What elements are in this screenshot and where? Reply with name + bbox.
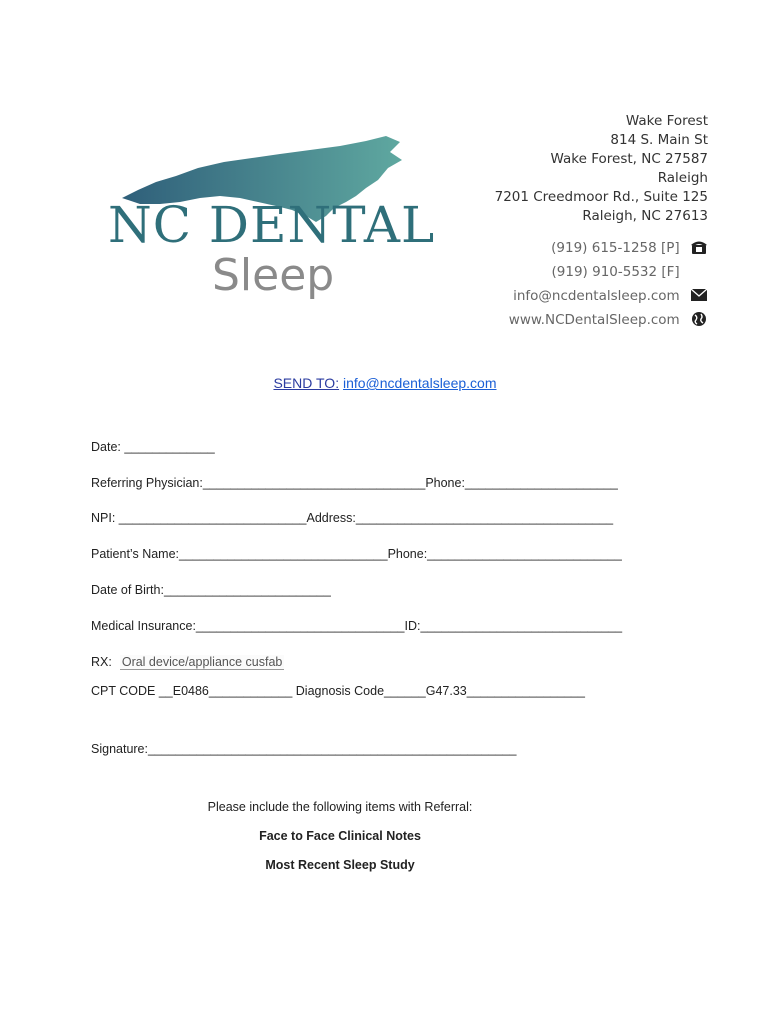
rx-field [91, 655, 284, 670]
brand-name: NC DENTAL [108, 196, 436, 254]
address-line: 814 S. Main St [610, 132, 708, 148]
rx-value-input[interactable]: Oral device/appliance cusfab [121, 655, 283, 669]
fax-number: (919) 910-5532 [F] [551, 264, 680, 280]
date-field[interactable]: Date: _____________ [91, 440, 215, 454]
website-link[interactable]: www.NCDentalSleep.com [508, 312, 680, 328]
referring-physician-field[interactable]: Referring Physician:________________________________Phone:______________________ [91, 476, 618, 490]
globe-icon [690, 311, 708, 327]
brand-subtitle: Sleep [212, 250, 335, 301]
address-line: Wake Forest, NC 27587 [550, 151, 708, 167]
send-to-label: SEND TO: [273, 375, 340, 391]
fax-row [495, 260, 708, 284]
send-to-email-link[interactable]: info@ncdentalsleep.com [342, 375, 497, 391]
address-line: Raleigh [657, 170, 708, 186]
mail-icon [690, 287, 708, 303]
medical-insurance-field[interactable]: Medical Insurance:______________________________ID:_____________________________ [91, 619, 623, 633]
phone-number: (919) 615-1258 [P] [551, 240, 680, 256]
address-line: 7201 Creedmoor Rd., Suite 125 [494, 189, 708, 205]
referral-item-sleep-study: Most Recent Sleep Study [265, 858, 415, 872]
rx-label: RX: [91, 655, 112, 669]
email-link[interactable]: info@ncdentalsleep.com [513, 288, 680, 304]
date-of-birth-field[interactable]: Date of Birth:________________________ [91, 583, 331, 597]
address-line: Wake Forest [625, 113, 708, 129]
referral-intro: Please include the following items with Referral: [207, 800, 473, 814]
email-row[interactable] [495, 284, 708, 308]
send-to-line [0, 375, 770, 391]
nc-dental-sleep-logo [108, 132, 438, 307]
signature-field[interactable]: Signature:_____________________________________________________ [91, 742, 517, 756]
cpt-diagnosis-field[interactable]: CPT CODE __E0486____________ Diagnosis Code______G47.33_________________ [91, 684, 585, 698]
address-line: Raleigh, NC 27613 [582, 208, 708, 224]
npi-address-field[interactable]: NPI: ___________________________Address:_____________________________________ [91, 511, 614, 525]
contact-block [495, 112, 708, 332]
patient-name-phone-field[interactable]: Patient’s Name:______________________________Phone:____________________________ [91, 547, 622, 561]
phone-icon [690, 239, 708, 255]
phone-row [495, 236, 708, 260]
referral-item-clinical-notes: Face to Face Clinical Notes [259, 829, 421, 843]
website-row[interactable] [495, 308, 708, 332]
